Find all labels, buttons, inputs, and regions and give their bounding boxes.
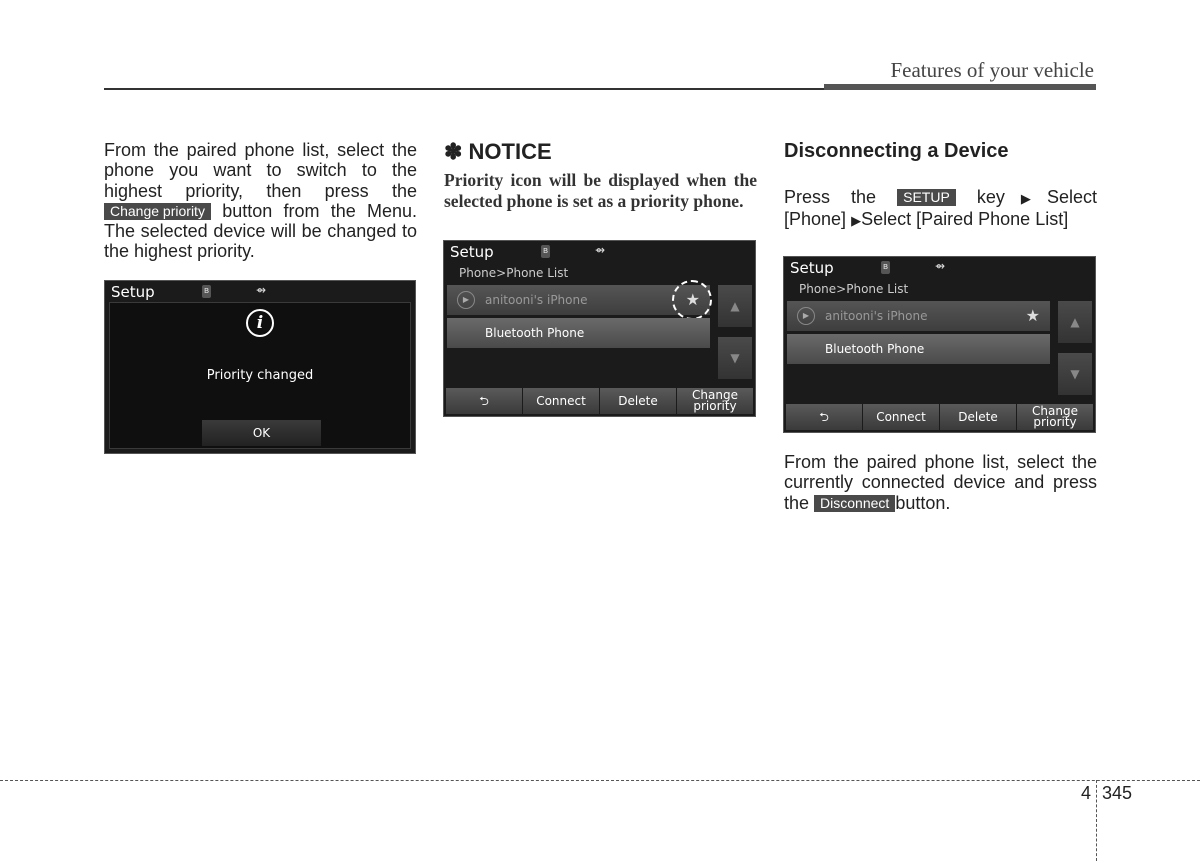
- text-after: button.: [895, 492, 951, 513]
- scroll-down-button[interactable]: ▼: [1058, 353, 1092, 395]
- notice-text: Priority icon will be displayed when the selected phone is set as a priority phone.: [444, 170, 757, 211]
- section-heading: Disconnecting a Device: [784, 140, 1009, 162]
- bluetooth-icon: ʙ: [882, 262, 889, 272]
- arrow-right-icon: ▶: [1004, 191, 1047, 206]
- list-item[interactable]: [447, 318, 710, 348]
- change-priority-button[interactable]: [677, 388, 753, 414]
- star-icon: ★: [1025, 306, 1040, 325]
- list-item[interactable]: [447, 285, 710, 315]
- ok-button[interactable]: OK: [202, 420, 321, 446]
- instruction-line-1: [784, 187, 1097, 209]
- usb-icon: ⇴: [935, 259, 946, 273]
- list-item-label: Bluetooth Phone: [485, 326, 585, 340]
- screen-priority-changed: [104, 280, 416, 454]
- list-item-label: anitooni's iPhone: [825, 309, 928, 323]
- page-number: 345: [1102, 783, 1133, 803]
- bluetooth-icon: ʙ: [203, 286, 210, 296]
- button-bar: [786, 404, 1093, 430]
- delete-button[interactable]: Delete: [940, 404, 1016, 430]
- disconnect-tag: Disconnect: [814, 495, 895, 512]
- back-button[interactable]: [446, 388, 522, 414]
- back-arrow-icon: ⮌: [819, 409, 829, 424]
- bluetooth-icon: ʙ: [542, 246, 549, 256]
- scroll-down-button[interactable]: ▼: [718, 337, 752, 379]
- play-icon: ▶: [797, 307, 815, 325]
- list-item[interactable]: [787, 334, 1050, 364]
- running-header: Features of your vehicle: [890, 58, 1094, 82]
- text-after: button from the Menu. The selected device will be changed to the highest priority.: [104, 200, 417, 262]
- disconnect-paragraph: [784, 452, 1097, 513]
- instruction-line-2: [784, 209, 1097, 231]
- text-before: From the paired phone list, select the currently connected device and press the: [784, 452, 1097, 513]
- usb-icon: ⇴: [256, 283, 267, 297]
- notice-block: [444, 140, 757, 211]
- list-item[interactable]: [787, 301, 1050, 331]
- screen-phone-list-highlight: [443, 240, 756, 417]
- arrow-right-icon: ▶: [851, 213, 862, 229]
- column-1-paragraph: [104, 140, 417, 262]
- change-priority-tag: Change priority: [104, 203, 211, 220]
- highlight-circle: [672, 280, 712, 320]
- change-label: Change: [692, 388, 738, 402]
- delete-button[interactable]: Delete: [600, 388, 676, 414]
- select-text: Select: [1046, 187, 1097, 207]
- setup-tag: SETUP: [897, 189, 956, 206]
- text-before: From the paired phone list, select the phone you want to switch to the highest priority, then press the: [104, 140, 417, 201]
- breadcrumb: Phone>Phone List: [799, 282, 909, 296]
- info-icon: i: [246, 309, 274, 337]
- select-paired-text: Select [Paired Phone List]: [861, 209, 1069, 230]
- connect-button[interactable]: Connect: [523, 388, 599, 414]
- scroll-up-button[interactable]: ▲: [718, 285, 752, 327]
- chapter-number: 4: [1081, 783, 1092, 803]
- priority-label: priority: [693, 399, 737, 413]
- key-text: key: [976, 187, 1005, 207]
- change-label: Change: [1032, 404, 1078, 418]
- notice-title: ✽ NOTICE: [444, 139, 552, 164]
- breadcrumb: Phone>Phone List: [459, 266, 569, 280]
- usb-icon: ⇴: [595, 243, 606, 257]
- connect-button[interactable]: Connect: [863, 404, 939, 430]
- screen-title: Setup: [111, 283, 155, 301]
- screen-phone-list: [783, 256, 1096, 433]
- back-button[interactable]: [786, 404, 862, 430]
- list-item-label: anitooni's iPhone: [485, 293, 588, 307]
- change-priority-button[interactable]: [1017, 404, 1093, 430]
- scroll-up-button[interactable]: ▲: [1058, 301, 1092, 343]
- star-icon: ★: [685, 290, 700, 309]
- header-bar: [824, 84, 1096, 90]
- press-the: Press the: [784, 187, 877, 207]
- footer-divider: [1096, 780, 1097, 861]
- back-arrow-icon: ⮌: [479, 393, 489, 408]
- phone-text: [Phone]: [784, 209, 847, 230]
- footer-rule: [0, 780, 1200, 781]
- screen-title: Setup: [790, 259, 834, 277]
- popup-message: Priority changed: [206, 368, 314, 383]
- screen-title: Setup: [450, 243, 494, 261]
- popup-dialog: [109, 302, 411, 449]
- button-bar: [446, 388, 753, 414]
- list-item-label: Bluetooth Phone: [825, 342, 925, 356]
- priority-label: priority: [1033, 415, 1077, 429]
- column-3: [784, 140, 1097, 232]
- play-icon: ▶: [457, 291, 475, 309]
